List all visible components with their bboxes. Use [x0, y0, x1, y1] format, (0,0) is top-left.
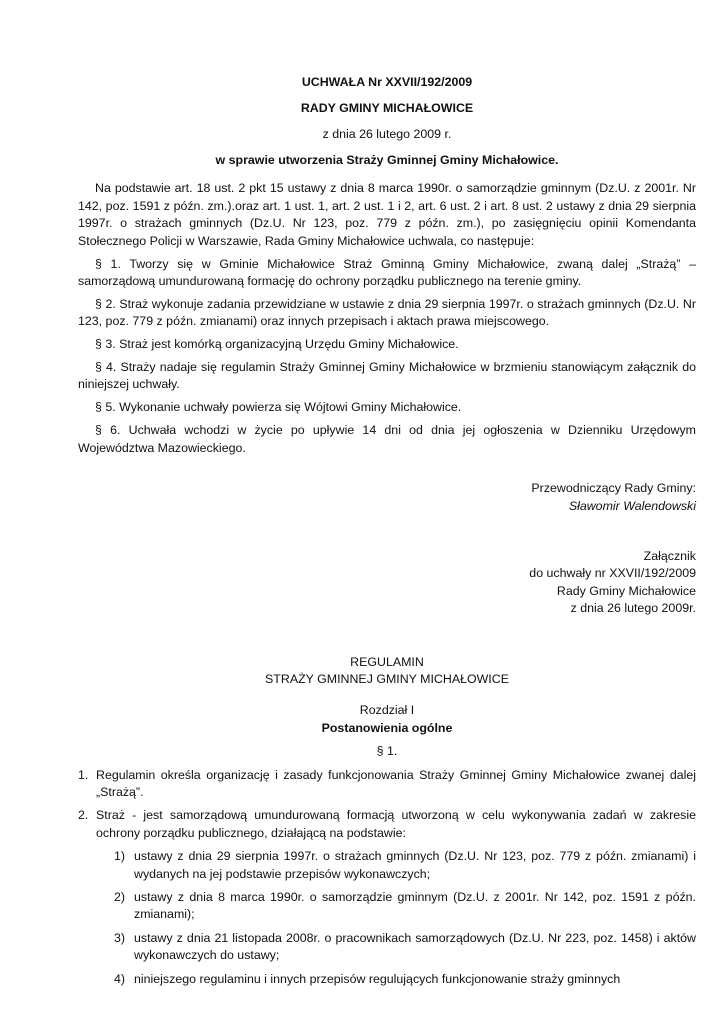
sub-list	[96, 848, 696, 988]
sub-list-item-number: 3)	[114, 930, 126, 945]
resolution-subject: w sprawie utworzenia Straży Gminnej Gminy Michałowice.	[215, 153, 559, 167]
resolution-title: UCHWAŁA Nr XXVII/192/2009	[301, 75, 473, 89]
signature-name: Sławomir Walendowski	[568, 498, 696, 513]
sub-list-item-text: ustawy z dnia 29 sierpnia 1997r. o strażach gminnych (Dz.U. Nr 123, poz. 779 z późn. zmianami) i wydanych na jej podstawie przepisów wykonawczych;	[134, 849, 696, 881]
chapter-number: Rozdział I	[359, 703, 415, 718]
annex-line-1: do uchwały nr XXVII/192/2009	[529, 566, 696, 581]
paragraph-6: § 6. Uchwała wchodzi w życie po upływie 14 dni od dnia jej ogłoszenia w Dzienniku Urzędowym Województwa Mazowieckiego.	[78, 423, 696, 455]
sub-list-item-number: 1)	[114, 849, 126, 864]
annex-label: Załącznik	[643, 548, 696, 563]
paragraph-1: § 1. Tworzy się w Gminie Michałowice Straż Gminną Gminy Michałowice, zwaną dalej „Strażą” – samorządową umundurowaną formację do ochrony porządku publicznego na terenie gminy.	[78, 256, 696, 288]
signature-role: Przewodniczący Rady Gminy:	[531, 481, 696, 496]
regulation-title-1: REGULAMIN	[350, 654, 424, 669]
sub-list-item	[96, 971, 696, 988]
council-name: RADY GMINY MICHAŁOWICE	[300, 101, 474, 115]
sub-list-item	[96, 889, 696, 924]
sub-list-item-number: 4)	[114, 971, 126, 986]
sub-list-item	[96, 848, 696, 883]
regulation-title-2: STRAŻY GMINNEJ GMINY MICHAŁOWICE	[265, 671, 509, 686]
list-item-number: 1.	[78, 767, 89, 782]
annex-block	[78, 548, 696, 618]
list-item	[78, 807, 696, 988]
signature-block	[78, 480, 696, 515]
section-number: § 1.	[376, 744, 398, 759]
paragraph-5: § 5. Wykonanie uchwały powierza się Wójtowi Gminy Michałowice.	[95, 400, 462, 415]
preamble: Na podstawie art. 18 ust. 2 pkt 15 ustawy z dnia 8 marca 1990r. o samorządzie gminnym (Dz.U. z 2001r. Nr 142, poz. 1591 z późn. zm.).oraz art. 1 ust. 1, art. 2 ust. 1 i 2, art. 6 ust. 2 i art. 8 ust. 2 ustawy z dnia 29 sierpnia 1997r. o strażach gminnych (Dz.U. Nr 123, poz. 779 z późn. zm.), po zasięgnięciu opinii Komendanta Stołecznego Policji w Warszawie, Rada Gminy Michałowice uchwala, co następuje:	[78, 181, 696, 248]
paragraph-3: § 3. Straż jest komórką organizacyjną Urzędu Gminy Michałowice.	[95, 337, 459, 352]
sub-list-item-text: ustawy z dnia 21 listopada 2008r. o pracownikach samorządowych (Dz.U. Nr 223, poz. 1458) i aktów wykonawczych do ustawy;	[134, 930, 696, 963]
sub-list-item-text: ustawy z dnia 8 marca 1990r. o samorządzie gminnym (Dz.U. z 2001r. Nr 142, poz. 1591 z późn. zmianami);	[134, 890, 696, 922]
sub-list-item-number: 2)	[114, 890, 126, 904]
paragraph-4: § 4. Straży nadaje się regulamin Straży Gminnej Gminy Michałowice w brzmieniu stanowiącym załącznik do niniejszej uchwały.	[78, 360, 696, 392]
annex-line-3: z dnia 26 lutego 2009r.	[570, 601, 696, 616]
list-item	[78, 767, 696, 802]
regulation-list	[78, 767, 696, 988]
annex-line-2: Rady Gminy Michałowice	[556, 583, 696, 598]
list-item-number: 2.	[78, 808, 89, 823]
regulation-title	[78, 654, 696, 689]
sub-list-item-text: niniejszego regulaminu i innych przepisów regulujących funkcjonowanie straży gminnych	[134, 971, 621, 986]
chapter-title: Postanowienia ogólne	[321, 720, 453, 735]
sub-list-item	[96, 930, 696, 965]
resolution-date: z dnia 26 lutego 2009 r.	[322, 127, 452, 141]
document-page	[78, 74, 696, 994]
list-item-text: Regulamin określa organizację i zasady funkcjonowania Straży Gminnej Gminy Michałowice zwanej dalej „Strażą”.	[96, 767, 696, 799]
paragraph-2: § 2. Straż wykonuje zadania przewidziane w ustawie z dnia 29 sierpnia 1997r. o strażach gminnych (Dz.U. Nr 123, poz. 779 z późn. zmianami) oraz innych przepisach i aktach prawa miejscowego.	[78, 296, 696, 329]
list-item-text: Straż - jest samorządową umundurowaną formacją utworzoną w celu wykonywania zadań w zakresie ochrony porządku publicznego, działającą na podstawie:	[96, 808, 696, 840]
chapter-heading	[78, 702, 696, 760]
